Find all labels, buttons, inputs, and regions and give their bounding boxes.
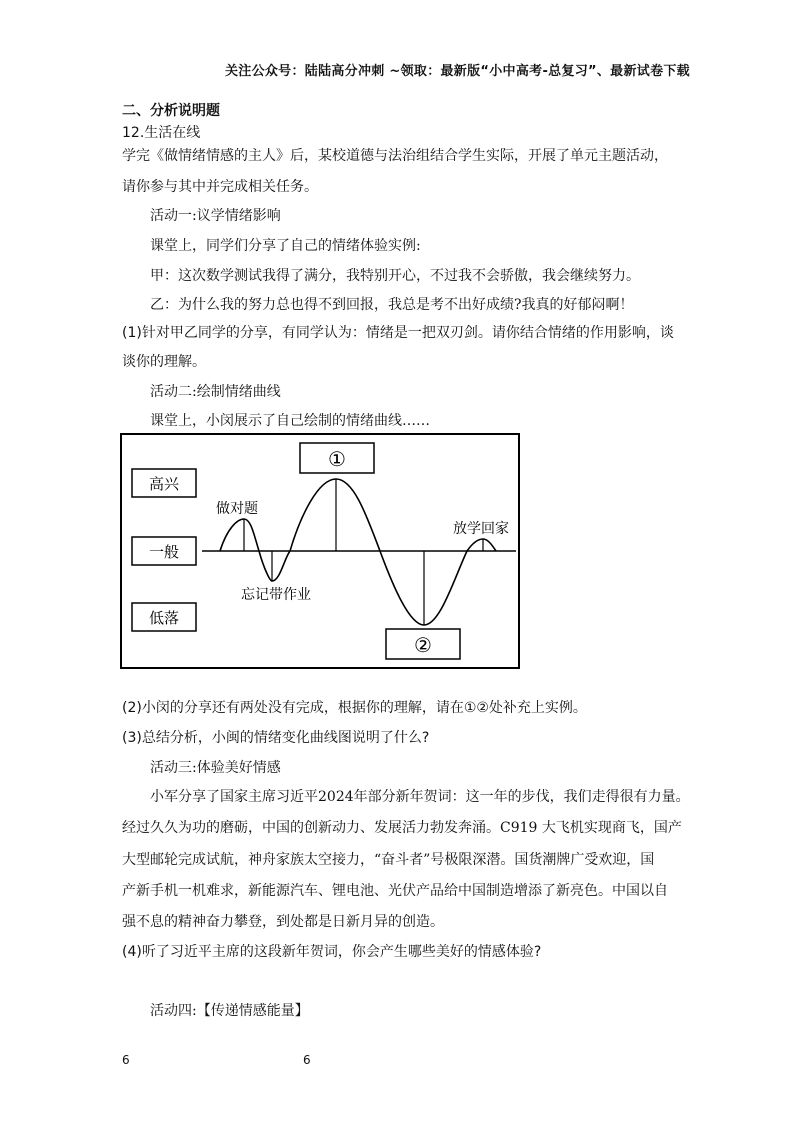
header-note: 关注公众号：陆陆高分冲刺 ~领取：最新版“小中高考-总复习”、最新试卷下载 bbox=[224, 64, 690, 79]
level-label-happy: 高兴 bbox=[148, 475, 180, 493]
emotion-curve-svg bbox=[122, 435, 522, 671]
activity3-paragraph-line3: 大型邮轮完成试航，神舟家族太空接力，“奋斗者”号极限深潜。国货潮牌广受欢迎，国 bbox=[122, 852, 655, 868]
event-forgot-label: 忘记带作业 bbox=[241, 587, 311, 603]
page-number-left: 6 bbox=[122, 1053, 130, 1067]
section-heading: 二、分析说明题 bbox=[122, 103, 220, 119]
activity2-lead: 课堂上，小闵展示了自己绘制的情绪曲线…… bbox=[150, 413, 430, 429]
blank-label-2: ② bbox=[414, 633, 432, 657]
statement-yi: 乙：为什么我的努力总也得不到回报，我总是考不出好成绩?我真的好郁闷啊！ bbox=[150, 297, 634, 313]
activity3-paragraph-line1: 小军分享了国家主席习近平2024年部分新年贺词：这一年的步伐，我们走得很有力量。 bbox=[150, 789, 690, 805]
question-intro-line2: 请你参与其中并完成相关任务。 bbox=[122, 179, 318, 195]
question-title: 12.生活在线 bbox=[122, 125, 201, 141]
activity1-lead: 课堂上，同学们分享了自己的情绪体验实例: bbox=[150, 238, 421, 254]
page-number-right: 6 bbox=[303, 1053, 311, 1067]
activity2-title: 活动二:绘制情绪曲线 bbox=[150, 384, 281, 400]
q3-text: (3)总结分析，小闽的情绪变化曲线图说明了什么? bbox=[122, 730, 430, 746]
blank-label-1: ① bbox=[328, 447, 346, 471]
q1-line2: 谈你的理解。 bbox=[122, 354, 206, 370]
q4-text: (4)听了习近平主席的这段新年贺词，你会产生哪些美好的情感体验? bbox=[122, 944, 542, 960]
event-correct-label: 做对题 bbox=[216, 501, 258, 517]
activity3-paragraph-line2: 经过久久为功的磨砺，中国的创新动力、发展活力勃发奔涌。C919 大飞机实现商飞，国产 bbox=[122, 820, 682, 836]
activity4-title: 活动四:【传递情感能量】 bbox=[150, 1003, 309, 1019]
emotion-curve bbox=[220, 479, 496, 625]
q2-text: (2)小闵的分享还有两处没有完成，根据你的理解，请在①②处补充上实例。 bbox=[122, 700, 587, 716]
level-label-low: 低落 bbox=[148, 609, 180, 627]
q1-line1: (1)针对甲乙同学的分享，有同学认为：情绪是一把双刃剑。请你结合情绪的作用影响，谈 bbox=[122, 325, 674, 341]
emotion-curve-figure bbox=[120, 433, 520, 669]
event-home-label: 放学回家 bbox=[453, 521, 509, 537]
level-label-normal: 一般 bbox=[148, 543, 180, 561]
activity1-title: 活动一:议学情绪影响 bbox=[150, 208, 281, 224]
activity3-paragraph-line4: 产新手机一机难求，新能源汽车、锂电池、光伏产品给中国制造增添了新亮色。中国以自 bbox=[122, 883, 668, 899]
question-intro-line1: 学完《做情绪情感的主人》后，某校道德与法治组结合学生实际，开展了单元主题活动， bbox=[122, 148, 668, 164]
activity3-title: 活动三:体验美好情感 bbox=[150, 760, 281, 776]
activity3-paragraph-line5: 强不息的精神奋力攀登，到处都是日新月异的创造。 bbox=[122, 914, 444, 930]
statement-jia: 甲：这次数学测试我得了满分，我特别开心，不过我不会骄傲，我会继续努力。 bbox=[150, 268, 640, 284]
